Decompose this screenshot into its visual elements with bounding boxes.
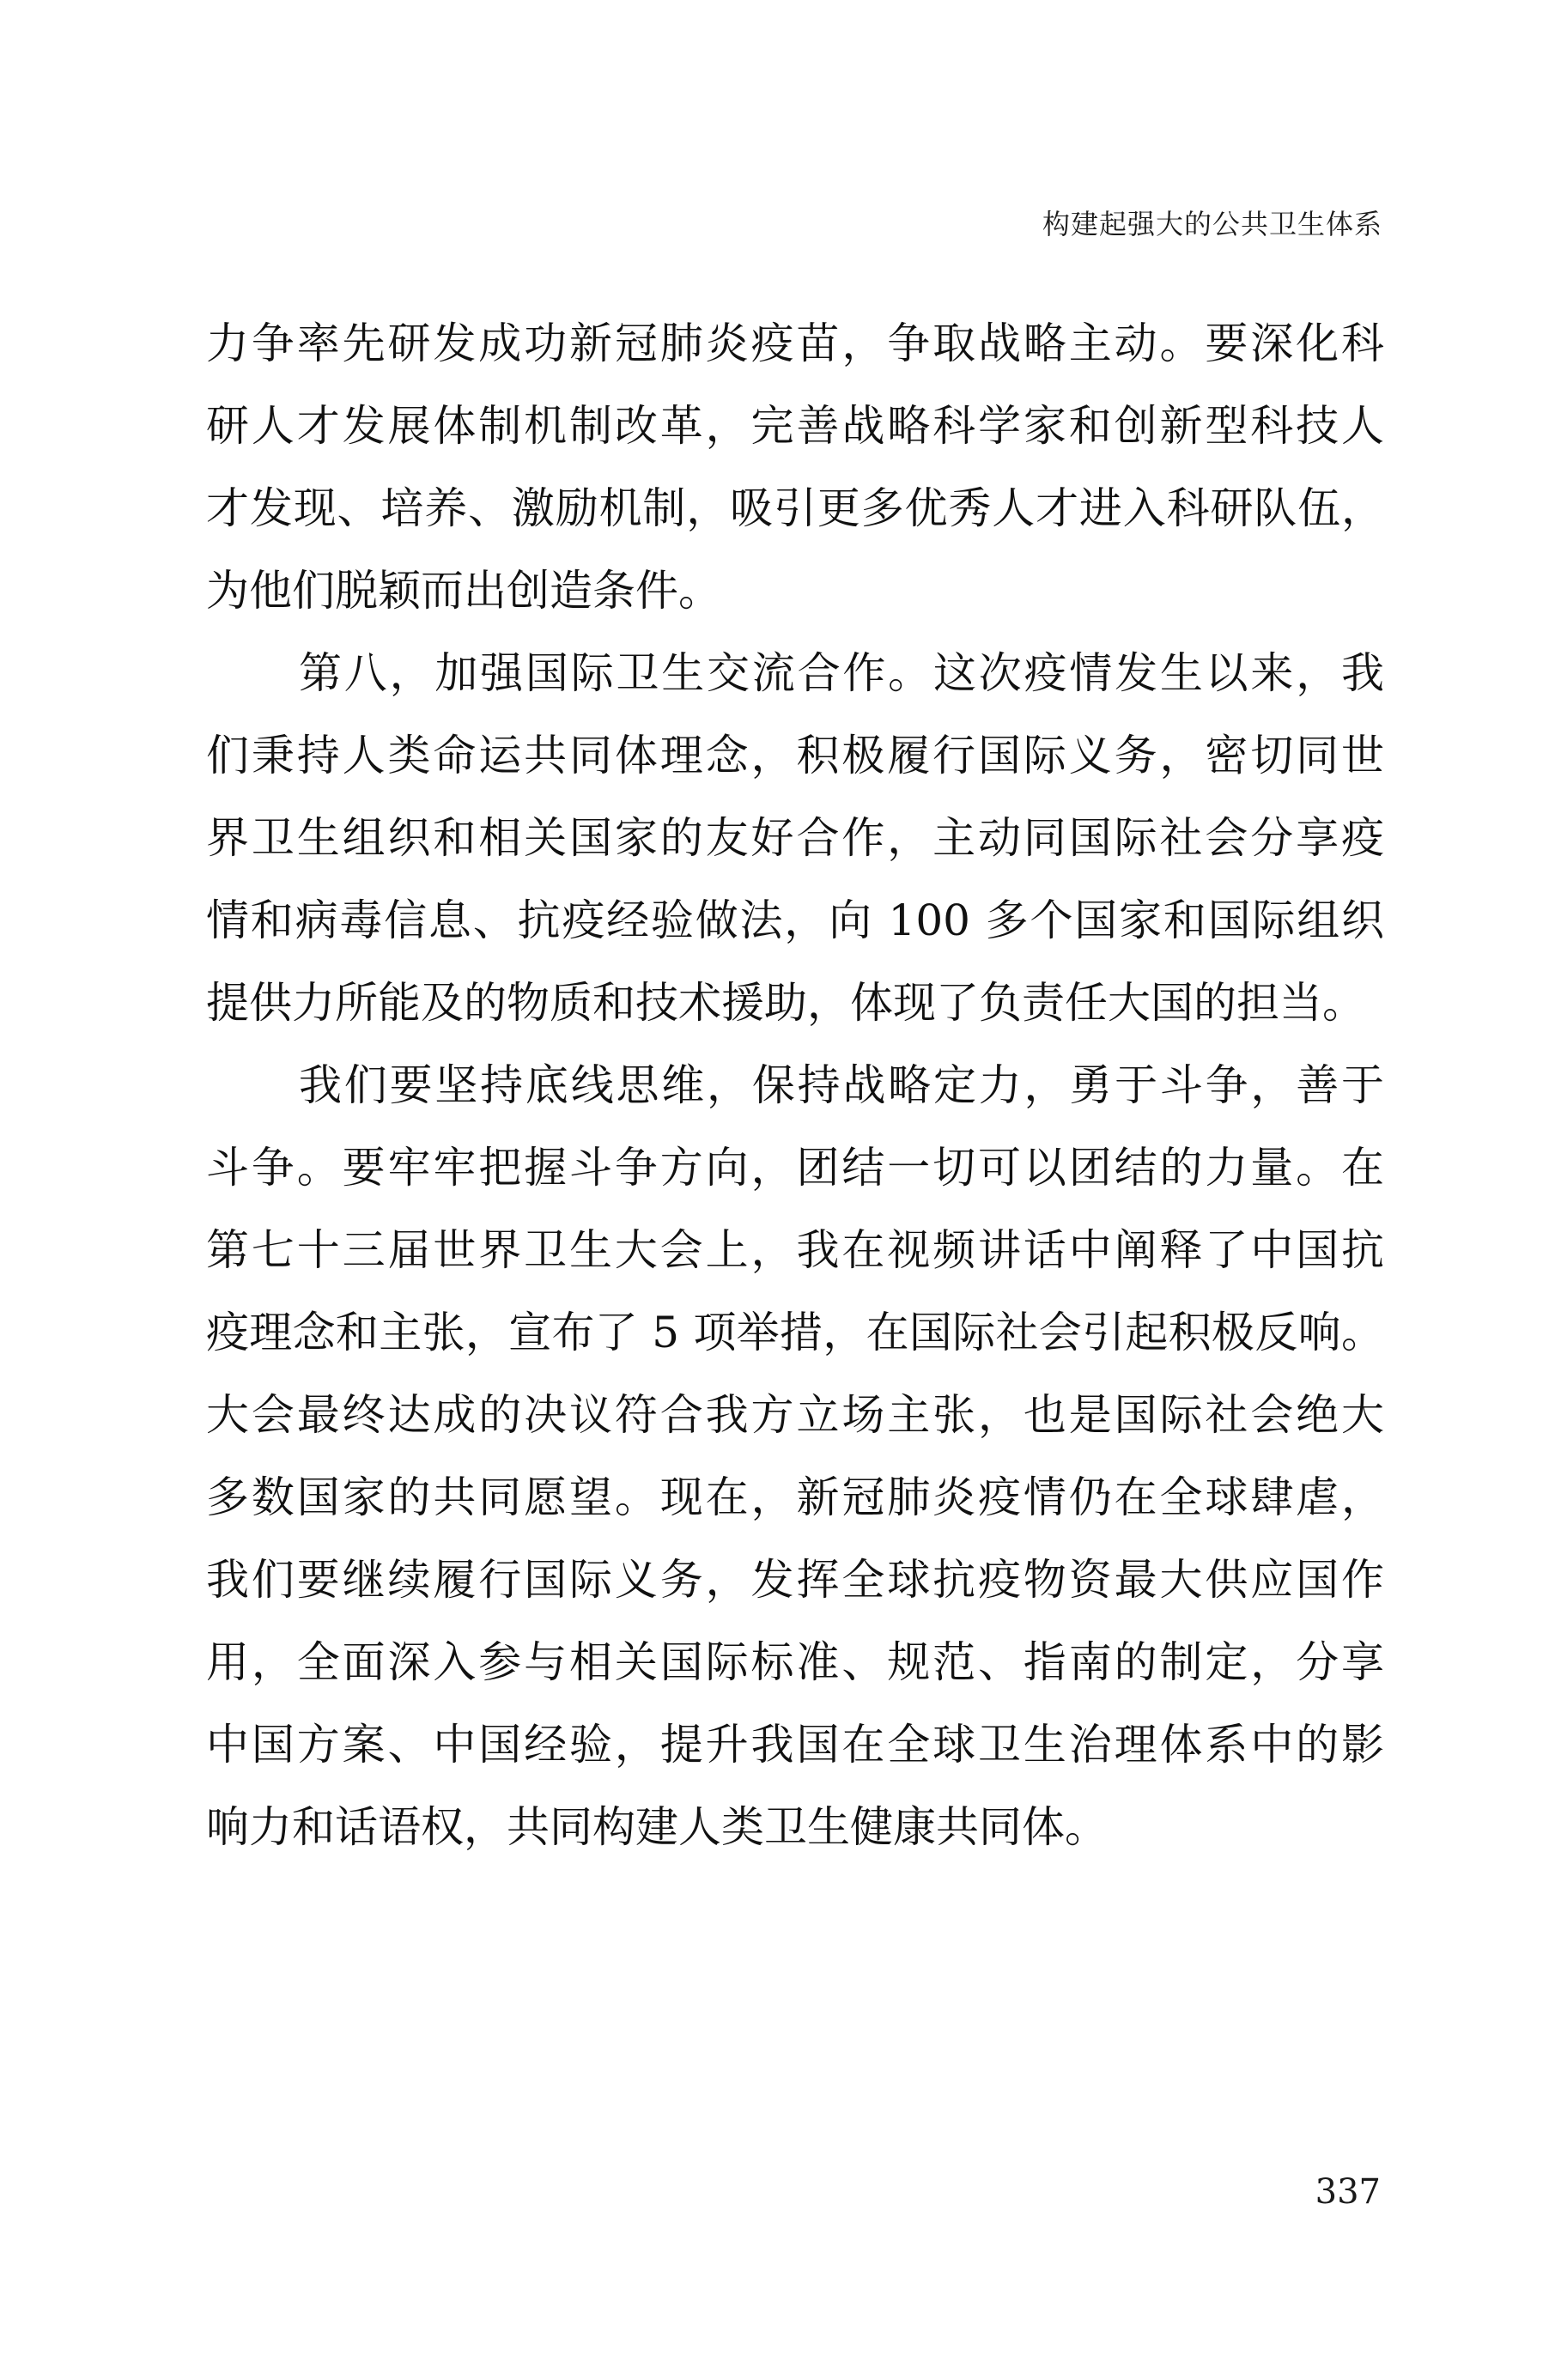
text-line: 力争率先研发成功新冠肺炎疫苗，争取战略主动。要深化科 xyxy=(206,319,1384,368)
text-line: 大会最终达成的决议符合我方立场主张，也是国际社会绝大 xyxy=(206,1390,1384,1440)
text-line: 多数国家的共同愿望。现在，新冠肺炎疫情仍在全球肆虐， xyxy=(206,1472,1384,1522)
text-line: 们秉持人类命运共同体理念，积极履行国际义务，密切同世 xyxy=(206,731,1384,780)
text-line: 斗争。要牢牢把握斗争方向，团结一切可以团结的力量。在 xyxy=(206,1143,1384,1193)
text-line: 中国方案、中国经验，提升我国在全球卫生治理体系中的影 xyxy=(206,1720,1384,1770)
text-line: 第七十三届世界卫生大会上，我在视频讲话中阐释了中国抗 xyxy=(206,1225,1384,1275)
body-text xyxy=(206,302,1384,1868)
paragraph-start-line: 我们要坚持底线思维，保持战略定力，勇于斗争，善于 xyxy=(299,1060,1384,1110)
text-line: 我们要继续履行国际义务，发挥全球抗疫物资最大供应国作 xyxy=(206,1555,1384,1605)
page-number: 337 xyxy=(1315,2172,1381,2212)
text-line: 为他们脱颖而出创造条件。 xyxy=(206,566,721,616)
text-line: 研人才发展体制机制改革，完善战略科学家和创新型科技人 xyxy=(206,401,1384,451)
text-line: 情和病毒信息、抗疫经验做法，向 100 多个国家和国际组织 xyxy=(206,896,1384,945)
text-line: 界卫生组织和相关国家的友好合作，主动同国际社会分享疫 xyxy=(206,813,1384,863)
text-line: 用，全面深入参与相关国际标准、规范、指南的制定，分享 xyxy=(206,1637,1384,1687)
text-line: 响力和话语权，共同构建人类卫生健康共同体。 xyxy=(206,1802,1108,1852)
text-line: 才发现、培养、激励机制，吸引更多优秀人才进入科研队伍， xyxy=(206,483,1384,533)
text-line: 疫理念和主张，宣布了 5 项举措，在国际社会引起积极反响。 xyxy=(206,1308,1384,1357)
paragraph-start-line: 第八，加强国际卫生交流合作。这次疫情发生以来，我 xyxy=(299,648,1384,698)
running-header: 构建起强大的公共卫生体系 xyxy=(1042,208,1382,240)
text-line: 提供力所能及的物质和技术援助，体现了负责任大国的担当。 xyxy=(206,978,1365,1028)
